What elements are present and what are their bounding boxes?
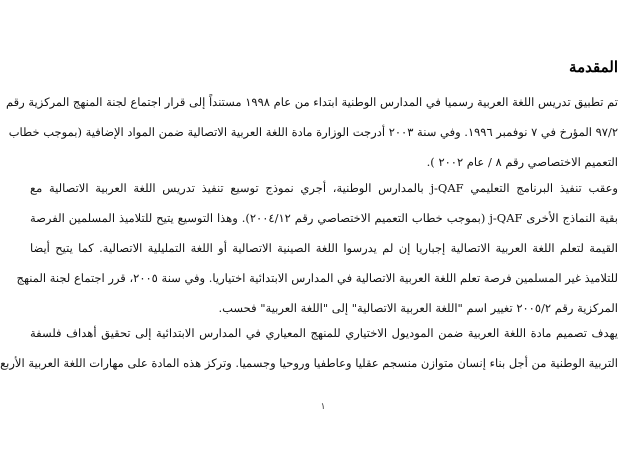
paragraph-line: ٩٧/٢ المؤرخ في ٧ نوفمبر ١٩٩٦. وفي سنة ٢٠٠٣ أدرجت الوزارة مادة اللغة العربية الاتصالية ضمن المواد الإضافية (بموجب خطاب [8, 125, 618, 139]
page-number: ١ [320, 402, 326, 412]
paragraph-line: بقية النماذج الأخرى j-QAF (بموجب خطاب التعميم الاختصاصي رقم ٢٠٠٤/١٢). وهذا التوسيع يتيح للتلاميذ المسلمين الفرصة [30, 211, 619, 225]
paragraph-line: القيمة لتعلم اللغة العربية الاتصالية إجباريا إن لم يدرسوا اللغة الصينية الاتصالية أو اللغة التمليلية الاتصالية. كما يتيح أيضا [30, 241, 618, 255]
paragraph-line: للتلاميذ غير المسلمين فرصة تعلم اللغة العربية الاتصالية في المدارس الابتدائية اختياريا. وفي سنة ٢٠٠٥، قرر اجتماع لجنة المنهج [16, 271, 618, 285]
paragraph-line: التربية الوطنية من أجل بناء إنسان متوازن منسجم عقليا وعاطفيا وروحيا وجسميا. وتركز هذه المادة على مهارات اللغة العربية الأربع [0, 356, 618, 370]
paragraph-2 [16, 173, 619, 323]
section-heading: المقدمة [569, 58, 618, 76]
paragraph-line: التعميم الاختصاصي رقم ٨ / عام ٢٠٠٢ ). [426, 155, 618, 169]
paragraph-line: المركزية رقم ٢٠٠٥/٢ تغيير اسم "اللغة العربية الاتصالية" إلى "اللغة العربية" فحسب. [218, 301, 618, 315]
paragraph-line: تم تطبيق تدريس اللغة العربية رسميا في المدارس الوطنية ابتداء من عام ١٩٩٨ مستنداً إلى قرار اجتماع لجنة المنهج المركزية رقم [6, 95, 618, 109]
paragraph-1 [6, 87, 618, 177]
paragraph-line: يهدف تصميم مادة اللغة العربية ضمن الموديول الاختياري للمنهج المعياري في المدارس الابتدائية إلى تحقيق أهداف فلسفة [30, 326, 618, 340]
paragraph-3 [0, 318, 618, 378]
paragraph-line: وعقب تنفيذ البرنامج التعليمي j-QAF بالمدارس الوطنية، أجري نموذج توسيع تنفيذ تدريس اللغة العربية الاتصالية مع [30, 181, 618, 195]
